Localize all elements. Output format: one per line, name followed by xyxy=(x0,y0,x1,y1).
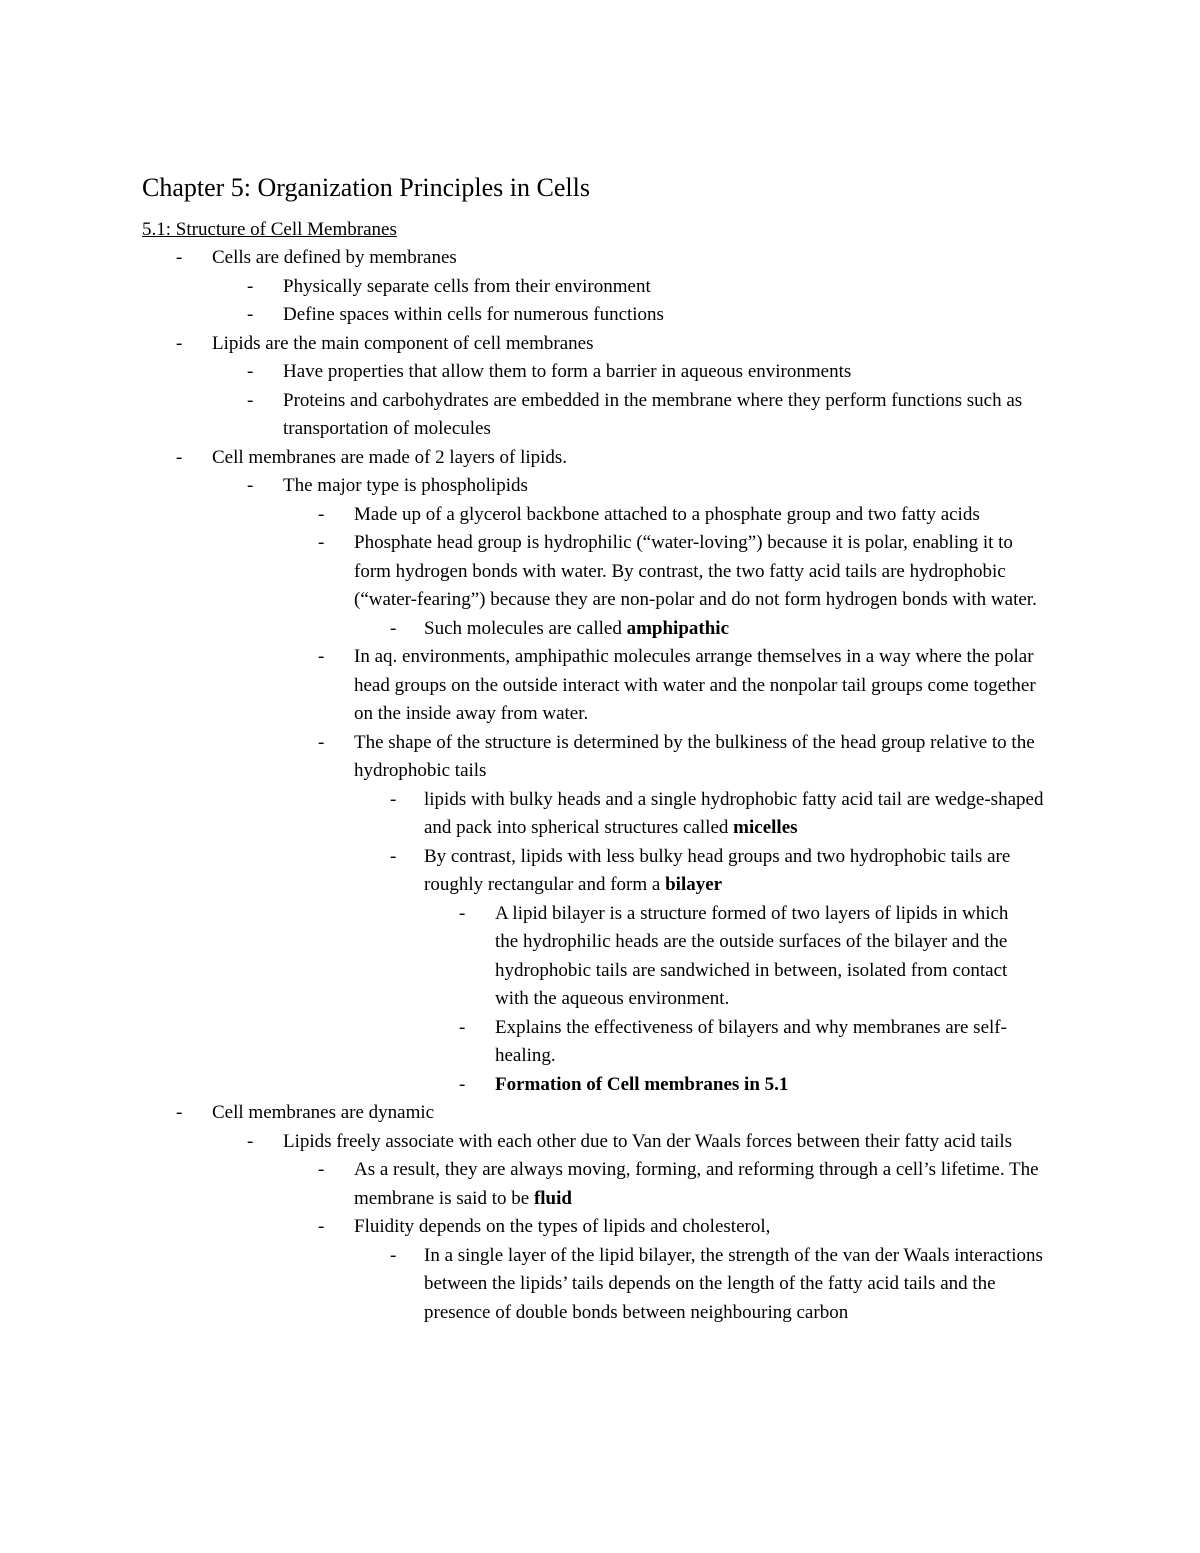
outline-item-text xyxy=(283,358,1070,387)
bold-term: micelles xyxy=(733,817,798,838)
outline-item-level-3 xyxy=(0,1156,1048,1213)
outline-item-text xyxy=(495,1014,1035,1071)
outline-item-plain-text: The shape of the structure is determined by the bulkiness of the head group relative to the hydrophobic tails xyxy=(354,731,1035,781)
outline-item-text xyxy=(424,786,1065,843)
outline-item-level-4 xyxy=(0,786,1065,843)
outline-item-text xyxy=(212,1099,1070,1128)
bullet-dash: - xyxy=(247,389,254,411)
outline-item-level-1 xyxy=(0,330,1070,359)
bullet-dash: - xyxy=(176,247,183,268)
outline-item-plain-text: Phosphate head group is hydrophilic (“water-loving”) because it is polar, enabling it to form hydrogen bonds with water. By contrast, the two fatty acid tails are hydrophobic (“water-fearing”) because they are non-polar and do not form hydrogen bonds with water. xyxy=(354,532,1037,610)
outline-item-plain-text: As a result, they are always moving, forming, and reforming through a cell’s lifetime. The membrane is said to be xyxy=(354,1159,1039,1209)
outline-item-text xyxy=(354,501,1048,530)
outline-item-text xyxy=(354,529,1048,615)
bold-term: amphipathic xyxy=(626,617,730,639)
outline-item-level-1 xyxy=(0,1099,1070,1128)
bullet-dash: - xyxy=(247,475,254,496)
chapter-title: Chapter 5: Organization Principles in Cells xyxy=(142,173,590,202)
outline-item-level-5 xyxy=(0,900,1035,1014)
outline-item-plain-text: Cells are defined by membranes xyxy=(212,247,457,268)
bullet-dash: - xyxy=(247,304,254,325)
outline-item-plain-text: Cell membranes are dynamic xyxy=(212,1102,435,1123)
bold-term: fluid xyxy=(533,1187,572,1209)
bullet-dash: - xyxy=(318,646,325,667)
outline-item-plain-text: Explains the effectiveness of bilayers and why membranes are self-healing. xyxy=(495,1016,1007,1066)
outline-item-text xyxy=(495,1071,1035,1100)
outline-item-text xyxy=(212,444,1070,473)
bullet-dash: - xyxy=(390,617,397,639)
bullet-dash: - xyxy=(176,446,183,468)
outline-item-plain-text: The major type is phospholipids xyxy=(283,475,528,496)
outline-item-level-2 xyxy=(0,1128,1070,1157)
bullet-outline xyxy=(0,244,1200,1327)
bullet-dash: - xyxy=(459,1016,466,1038)
outline-item-text xyxy=(424,615,1065,644)
outline-item-text xyxy=(283,1128,1070,1157)
outline-item-level-5 xyxy=(0,1071,1035,1100)
outline-item-plain-text: Lipids freely associate with each other due to Van der Waals forces between their fatty acid tails xyxy=(283,1130,1012,1152)
outline-item-text xyxy=(424,843,1065,900)
outline-item-plain-text: Proteins and carbohydrates are embedded in the membrane where they perform functions such as transportation of molecules xyxy=(283,389,1023,439)
outline-item-text xyxy=(283,387,1070,444)
outline-item-text xyxy=(354,1213,1048,1242)
outline-item-text xyxy=(283,472,1070,501)
outline-item-plain-text: A lipid bilayer is a structure formed of two layers of lipids in which the hydrophilic heads are the outside surfaces of the bilayer and the hydrophobic tails are sandwiched in between, isolated from contact with the aqueous environment. xyxy=(495,902,1009,1009)
outline-item-plain-text: Physically separate cells from their environment xyxy=(283,275,651,297)
outline-item-level-2 xyxy=(0,358,1070,387)
bullet-dash: - xyxy=(459,1073,466,1095)
section-heading: 5.1: Structure of Cell Membranes xyxy=(142,219,397,240)
outline-item-text xyxy=(212,330,1070,359)
outline-item-level-3 xyxy=(0,729,1048,786)
outline-item-level-2 xyxy=(0,301,1070,330)
bullet-dash: - xyxy=(318,731,325,753)
outline-item-text xyxy=(354,643,1048,729)
bullet-dash: - xyxy=(176,1102,183,1123)
outline-item-level-1 xyxy=(0,244,1070,273)
outline-item-text xyxy=(354,729,1048,786)
outline-item-plain-text: Made up of a glycerol backbone attached to a phosphate group and two fatty acids xyxy=(354,503,980,525)
outline-item-level-3 xyxy=(0,529,1048,615)
outline-item-plain-text: Define spaces within cells for numerous functions xyxy=(283,304,664,325)
outline-item-level-4 xyxy=(0,843,1065,900)
outline-item-plain-text: Lipids are the main component of cell membranes xyxy=(212,332,594,354)
outline-item-plain-text: Cell membranes are made of 2 layers of lipids. xyxy=(212,446,568,468)
bullet-dash: - xyxy=(176,332,183,354)
bullet-dash: - xyxy=(390,1244,397,1266)
bold-term: Formation of Cell membranes in 5.1 xyxy=(495,1073,789,1095)
outline-item-plain-text: lipids with bulky heads and a single hydrophobic fatty acid tail are wedge-shaped and pack into spherical structures called xyxy=(424,788,1044,838)
outline-item-level-4 xyxy=(0,1242,1065,1328)
outline-item-level-2 xyxy=(0,273,1070,302)
outline-item-plain-text: Have properties that allow them to form a barrier in aqueous environments xyxy=(283,361,852,382)
outline-item-plain-text: By contrast, lipids with less bulky head groups and two hydrophobic tails are roughly rectangular and form a xyxy=(424,845,1011,895)
outline-item-level-5 xyxy=(0,1014,1035,1071)
outline-item-plain-text: Fluidity depends on the types of lipids and cholesterol, xyxy=(354,1216,771,1237)
outline-item-level-3 xyxy=(0,1213,1048,1242)
outline-item-level-1 xyxy=(0,444,1070,473)
outline-item-text xyxy=(424,1242,1065,1328)
bullet-dash: - xyxy=(318,532,325,553)
bullet-dash: - xyxy=(390,788,397,810)
outline-item-text xyxy=(283,301,1070,330)
outline-item-level-2 xyxy=(0,387,1070,444)
bullet-dash: - xyxy=(318,1216,325,1237)
outline-item-text xyxy=(495,900,1035,1014)
bold-term: bilayer xyxy=(665,874,723,895)
outline-item-plain-text: In a single layer of the lipid bilayer, the strength of the van der Waals interactions between the lipids’ tails depends on the length of the fatty acid tails and the presence of double bonds between neighbouring carbon xyxy=(424,1244,1043,1323)
outline-item-text xyxy=(212,244,1070,273)
outline-item-level-3 xyxy=(0,643,1048,729)
outline-item-plain-text: In aq. environments, amphipathic molecules arrange themselves in a way where the polar head groups on the outside interact with water and the nonpolar tail groups come together on the inside away from water. xyxy=(354,646,1036,724)
bullet-dash: - xyxy=(318,503,325,525)
bullet-dash: - xyxy=(390,845,397,867)
outline-item-level-4 xyxy=(0,615,1065,644)
bullet-dash: - xyxy=(247,361,254,382)
outline-item-level-3 xyxy=(0,501,1048,530)
outline-item-plain-text: Such molecules are called xyxy=(424,617,627,639)
outline-item-text xyxy=(283,273,1070,302)
bullet-dash: - xyxy=(247,1130,254,1152)
bullet-dash: - xyxy=(247,275,254,297)
bullet-dash: - xyxy=(318,1159,325,1180)
bullet-dash: - xyxy=(459,902,466,924)
outline-item-text xyxy=(354,1156,1048,1213)
outline-item-level-2 xyxy=(0,472,1070,501)
